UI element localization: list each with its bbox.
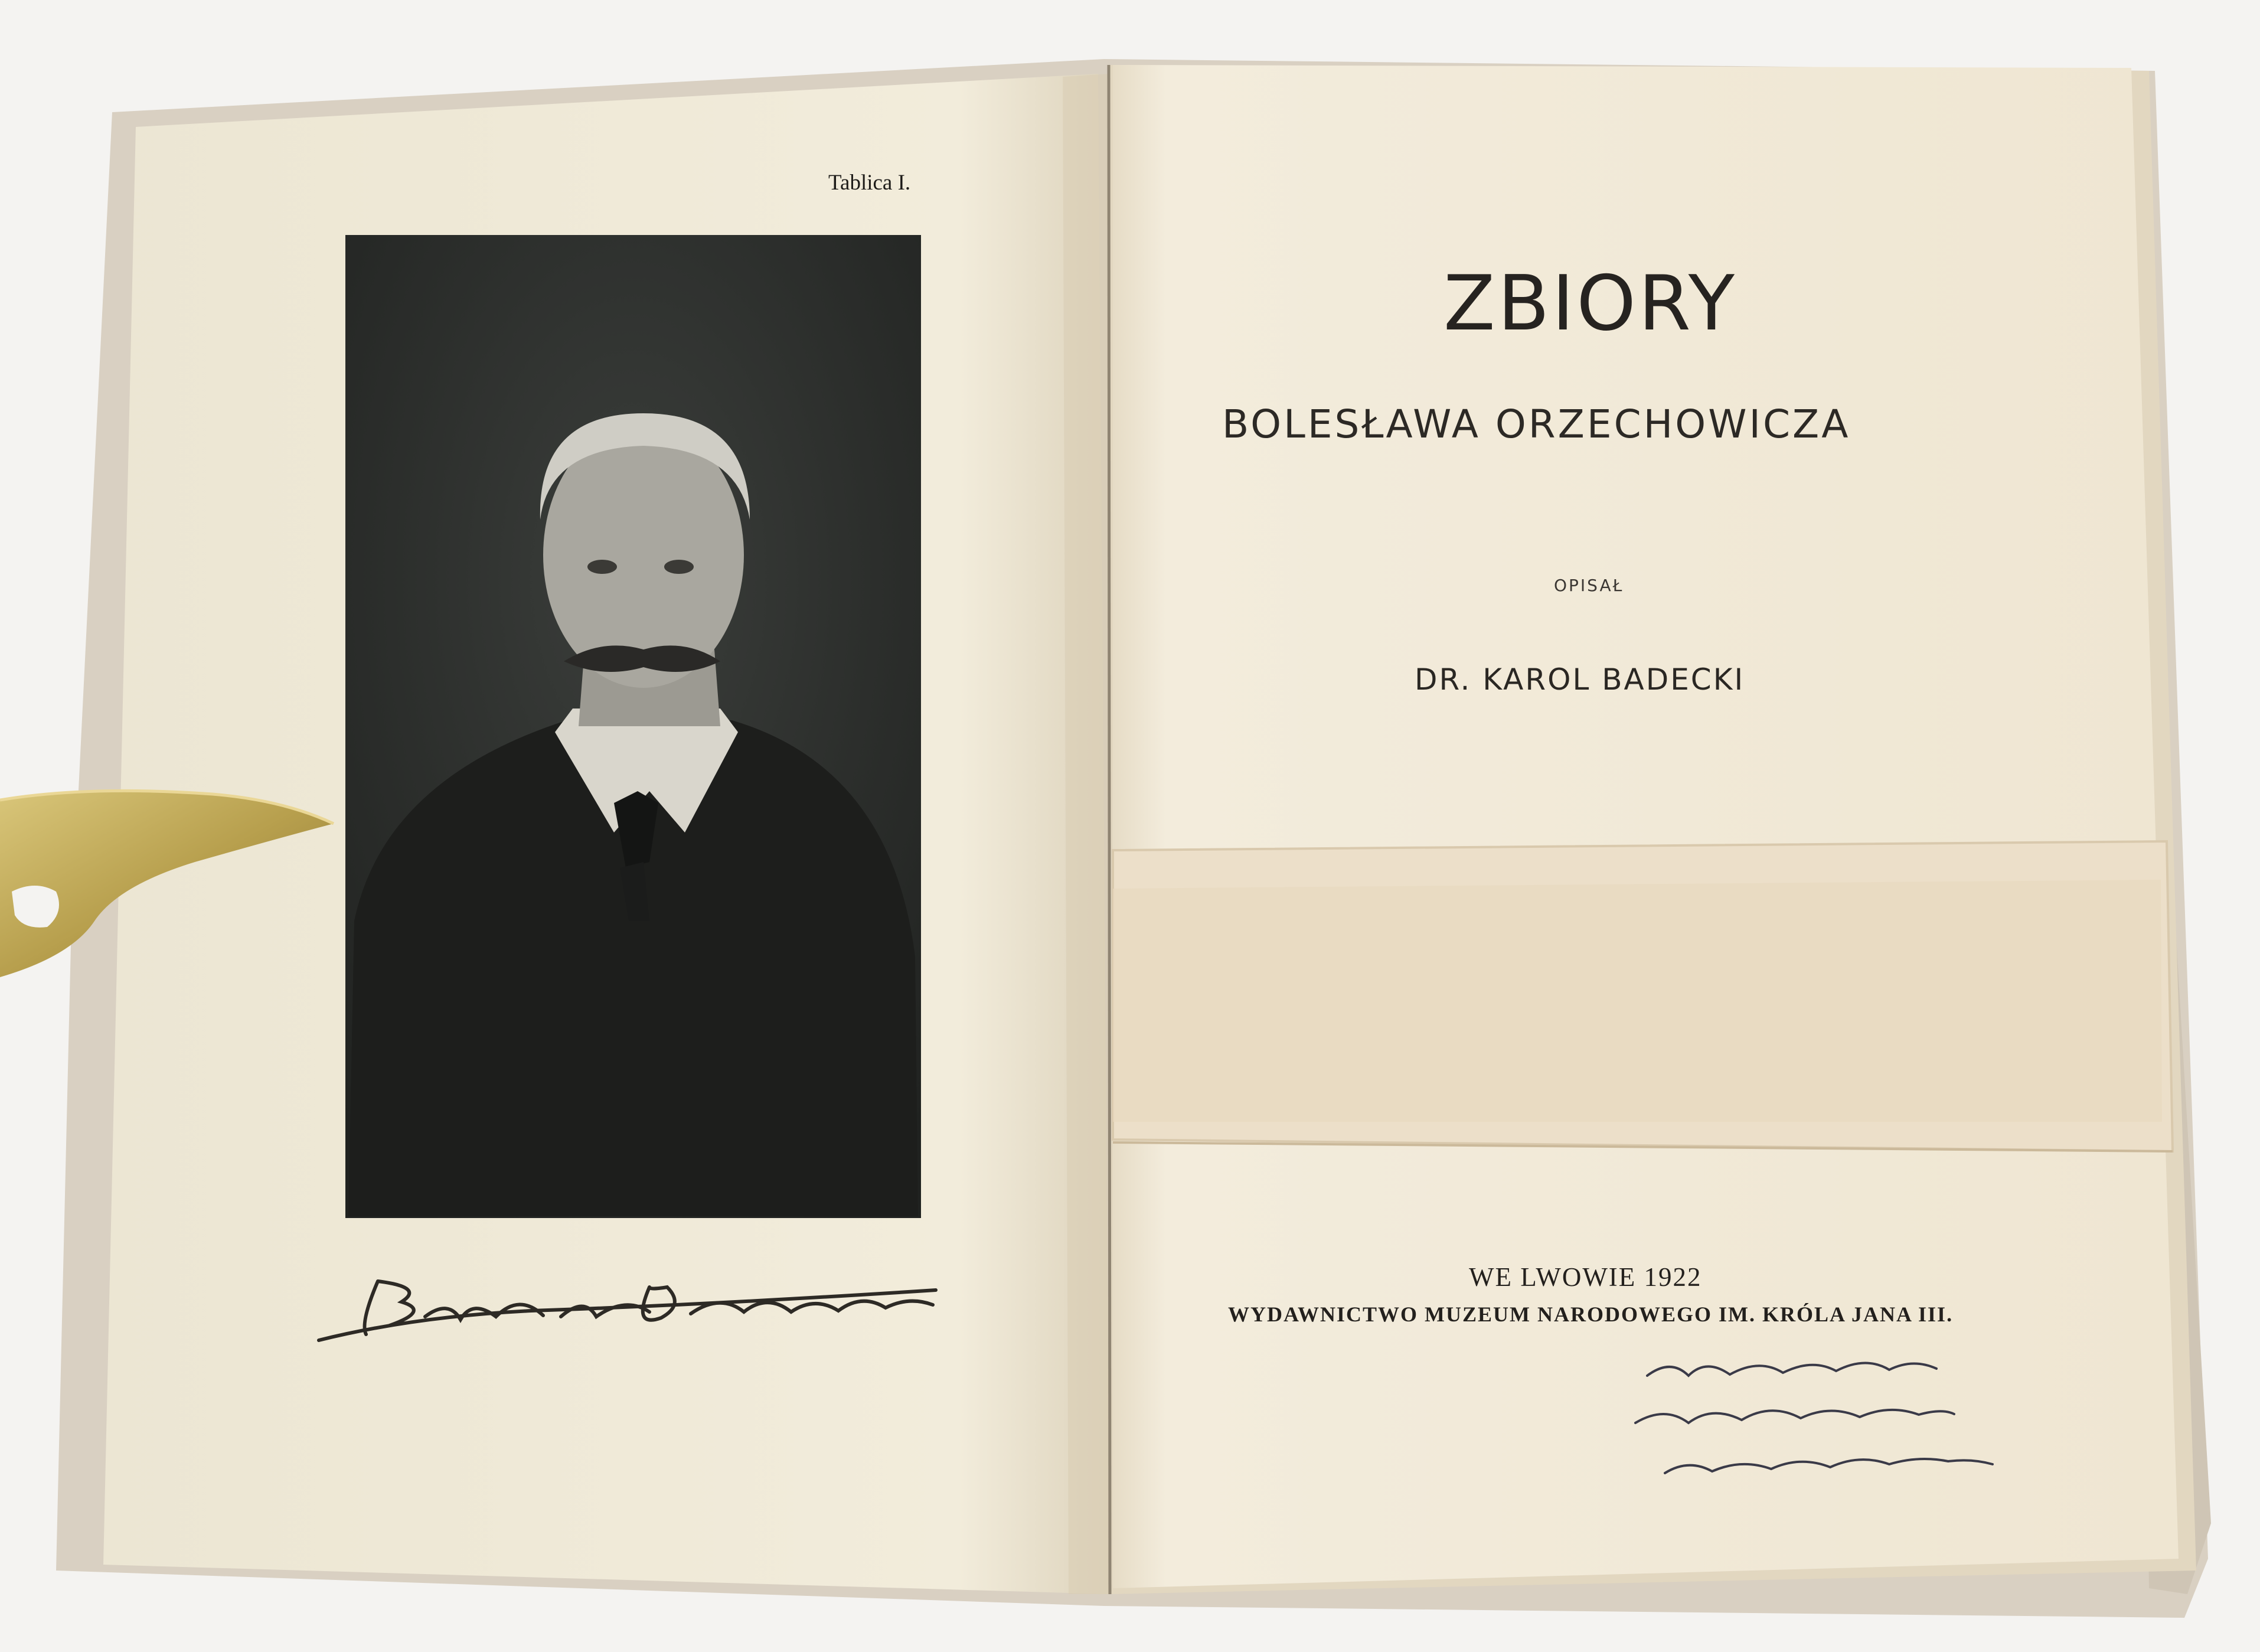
portrait-photo [345,235,921,1218]
described-by-label: OPISAŁ [1554,576,1624,595]
place-year: WE LWOWIE 1922 [1469,1262,1702,1292]
book-gutter [1109,65,1110,1594]
book-subtitle: BOLESŁAWA ORZECHOWICZA [1222,401,1851,447]
book-author: DR. KAROL BADECKI [1415,662,1745,697]
publisher: WYDAWNICTWO MUZEUM NARODOWEGO IM. KRÓLA JANA III. [1228,1302,1954,1326]
plate-label: Tablica I. [828,171,911,195]
book-title: ZBIORY [1443,260,1737,348]
